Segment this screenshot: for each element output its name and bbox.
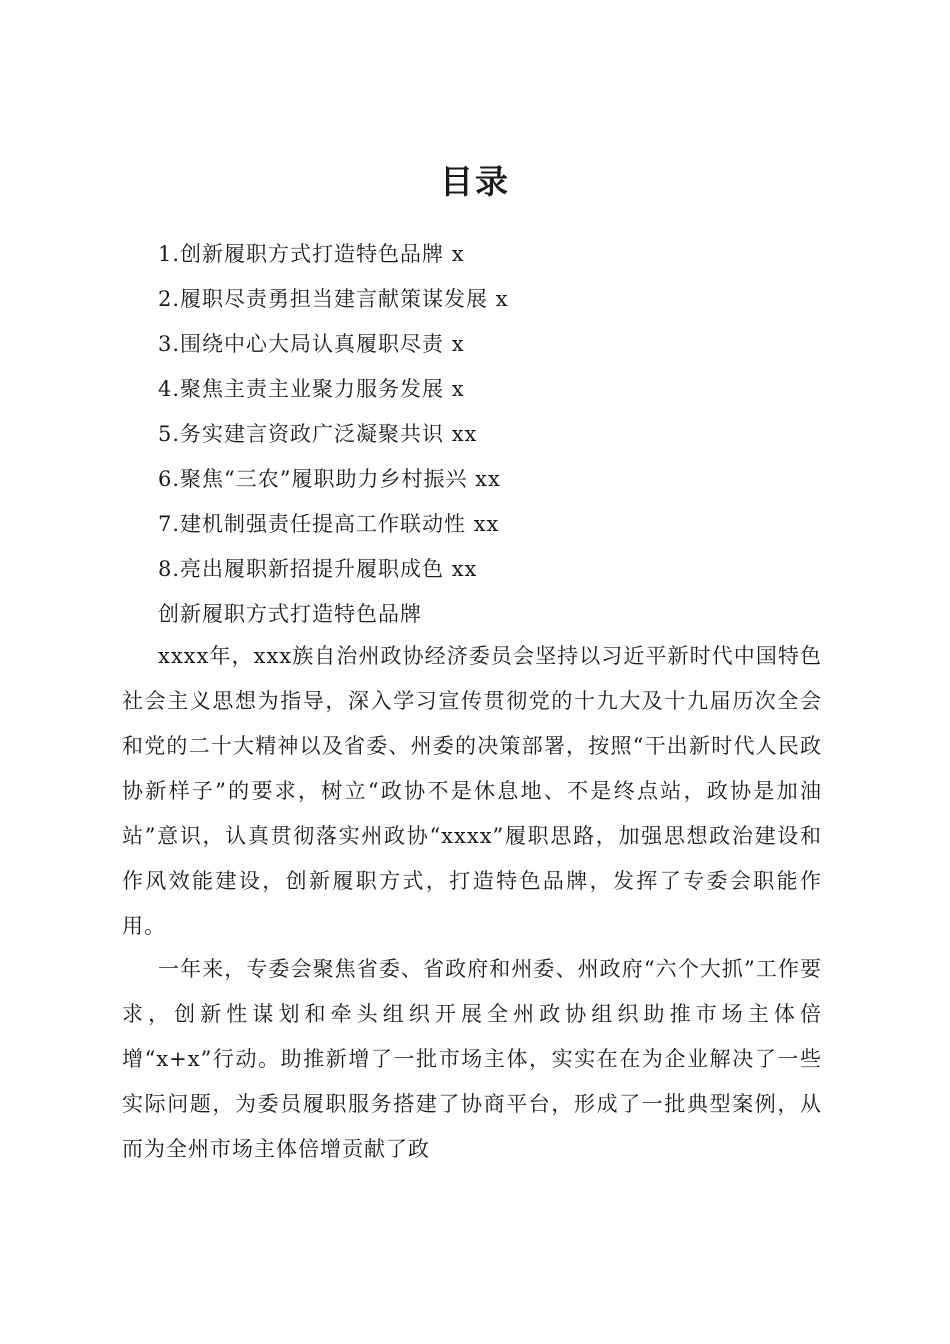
- table-of-contents: [158, 232, 838, 592]
- section-heading: 创新履职方式打造特色品牌: [158, 602, 422, 626]
- toc-item-6: 6.聚焦“三农”履职助力乡村振兴 xx: [158, 467, 501, 491]
- toc-item-5: 5.务实建言资政广泛凝聚共识 xx: [158, 422, 478, 446]
- toc-item-3: 3.围绕中心大局认真履职尽责 x: [158, 332, 465, 356]
- body-paragraph-2: 一年来，专委会聚焦省委、省政府和州委、州政府“六个大抓”工作要求，创新性谋划和牵头组织开展全州政协组织助推市场主体倍增“x+x”行动。助推新增了一批市场主体，实实在在为企业解决了一些实际问题，为委员履职服务搭建了协商平台，形成了一批典型案例，从而为全州市场主体倍增贡献了政: [122, 957, 822, 1161]
- toc-item-1: 1.创新履职方式打造特色品牌 x: [158, 242, 465, 266]
- body-paragraph-1: xxxx年，xxx族自治州政协经济委员会坚持以习近平新时代中国特色社会主义思想为指导，深入学习宣传贯彻党的十九大及十九届历次全会和党的二十大精神以及省委、州委的决策部署，按照“干出新时代人民政协新样子”的要求，树立“政协不是休息地、不是终点站，政协是加油站”意识，认真贯彻落实州政协“xxxx”履职思路，加强思想政治建设和作风效能建设，创新履职方式，打造特色品牌，发挥了专委会职能作用。: [122, 644, 822, 938]
- toc-item-7: 7.建机制强责任提高工作联动性 xx: [158, 512, 500, 536]
- toc-item-8: 8.亮出履职新招提升履职成色 xx: [158, 557, 478, 581]
- toc-item-4: 4.聚焦主责主业聚力服务发展 x: [158, 377, 465, 401]
- document-title: 目录: [440, 162, 510, 202]
- toc-item-2: 2.履职尽责勇担当建言献策谋发展 x: [158, 287, 509, 311]
